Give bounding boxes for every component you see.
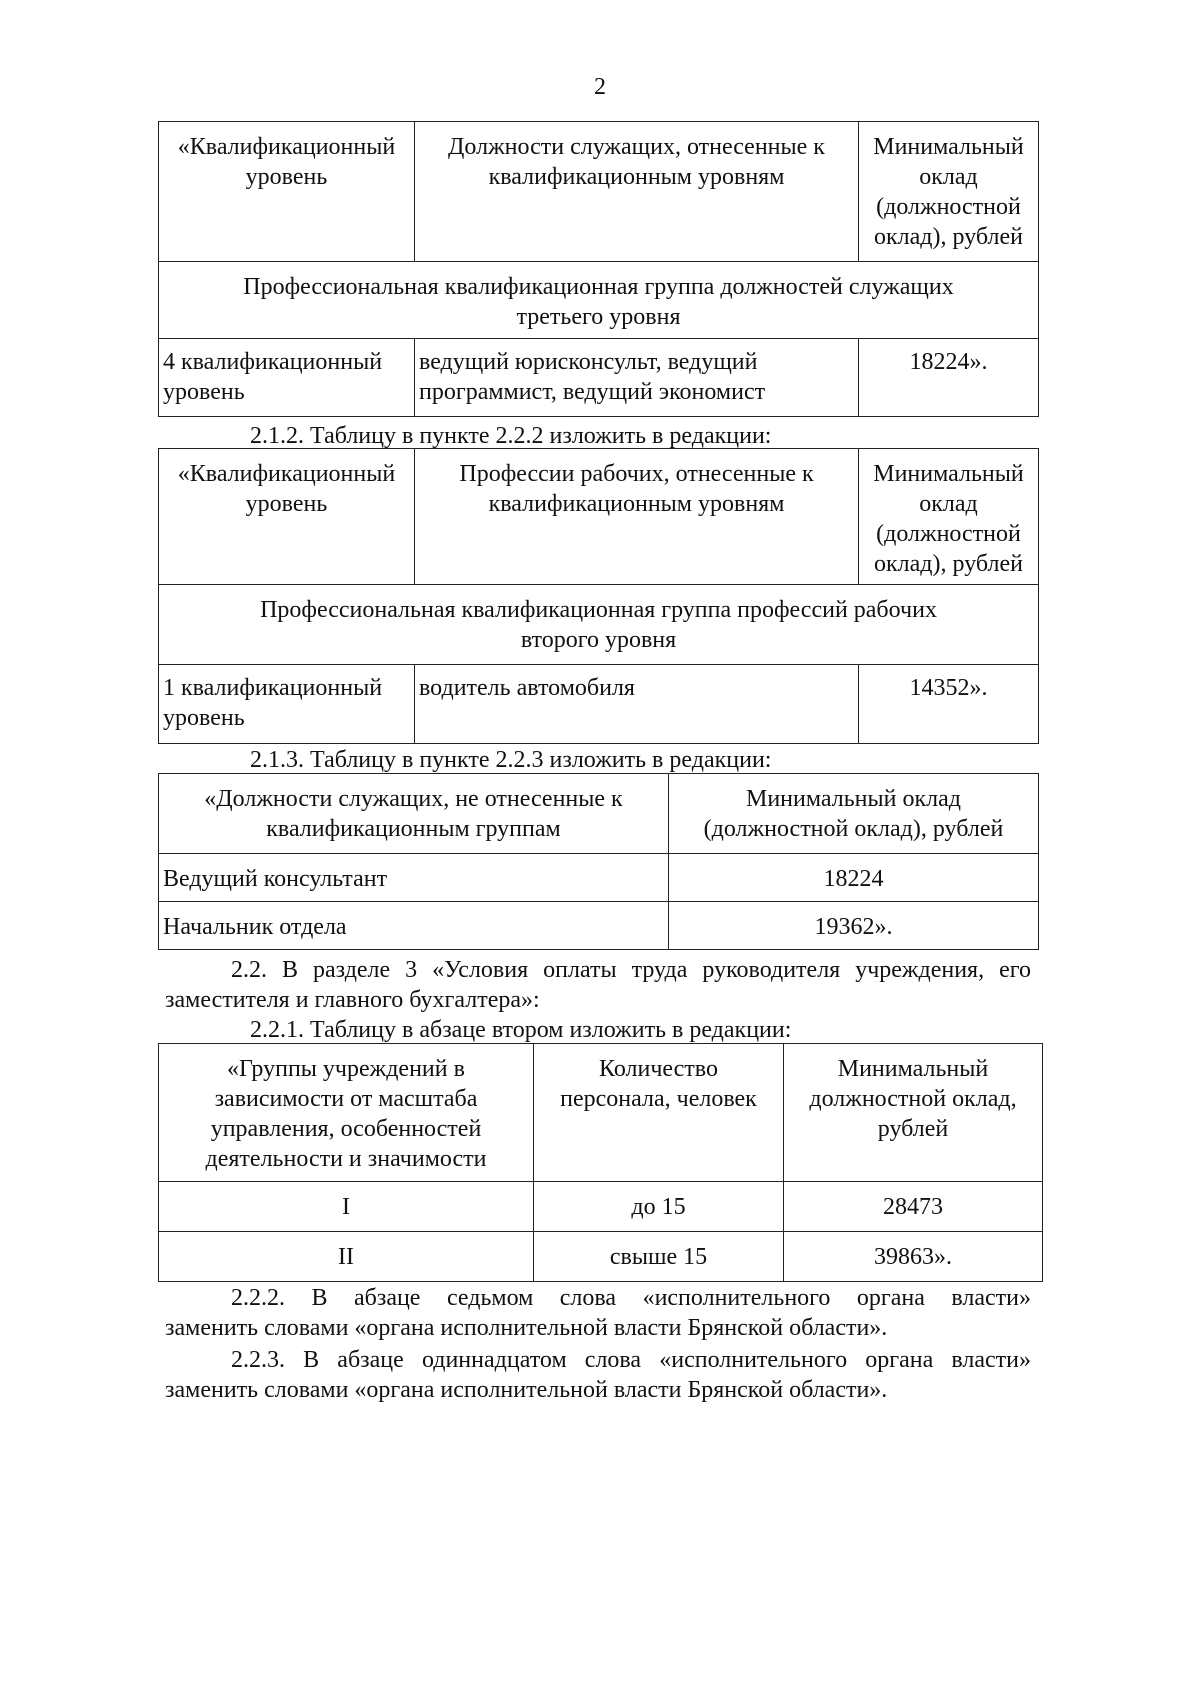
group-cell: II: [159, 1232, 534, 1282]
table-header-row: [159, 449, 1039, 585]
positions-cell: ведущий юрисконсульт, ведущий программист, ведущий экономист: [415, 339, 859, 417]
salary-cell: 14352».: [859, 665, 1039, 744]
para-2-2-3-line2: заменить словами «органа исполнительной власти Брянской области».: [165, 1377, 888, 1403]
table-qualification-employees: [158, 121, 1039, 417]
staff-cell: до 15: [534, 1182, 784, 1232]
intro-2-1-2: 2.1.2. Таблицу в пункте 2.2.2 изложить в редакции:: [250, 423, 772, 449]
header-positions: «Должности служащих, не отнесенные к квалификационным группам: [159, 774, 669, 854]
intro-2-2-1: 2.2.1. Таблицу в абзаце втором изложить в редакции:: [250, 1017, 792, 1043]
header-min-salary: Минимальный оклад (должностной оклад), рублей: [859, 449, 1039, 585]
header-professions: Профессии рабочих, отнесенные к квалификационным уровням: [415, 449, 859, 585]
staff-cell: свыше 15: [534, 1232, 784, 1282]
positions-cell: водитель автомобиля: [415, 665, 859, 744]
table-group-row: [159, 585, 1039, 665]
header-min-salary: Минимальный оклад (должностной оклад), рублей: [859, 122, 1039, 262]
header-min-salary: Минимальный оклад (должностной оклад), рублей: [669, 774, 1039, 854]
table-header-row: [159, 122, 1039, 262]
header-staff-count: Количество персонала, человек: [534, 1044, 784, 1182]
table-row: [159, 665, 1039, 744]
para-2-2-line2: заместителя и главного бухгалтера»:: [165, 987, 540, 1013]
group-title: Профессиональная квалификационная группа профессий рабочих второго уровня: [159, 585, 1039, 665]
salary-cell: 28473: [784, 1182, 1043, 1232]
para-2-2-2-line1: 2.2.2. В абзаце седьмом слова «исполнительного органа власти»: [231, 1285, 1031, 1311]
salary-cell: 18224: [669, 854, 1039, 902]
table-institution-groups: [158, 1043, 1043, 1282]
table-row: [159, 339, 1039, 417]
page-number: 2: [594, 74, 606, 100]
table-row: [159, 1232, 1043, 1282]
salary-cell: 18224».: [859, 339, 1039, 417]
para-2-2-line1: 2.2. В разделе 3 «Условия оплаты труда руководителя учреждения, его: [231, 957, 1031, 983]
header-min-salary: Минимальный должностной оклад, рублей: [784, 1044, 1043, 1182]
para-2-2-2-line2: заменить словами «органа исполнительной власти Брянской области».: [165, 1315, 888, 1341]
salary-cell: 39863».: [784, 1232, 1043, 1282]
table-row: [159, 1182, 1043, 1232]
intro-2-1-3: 2.1.3. Таблицу в пункте 2.2.3 изложить в редакции:: [250, 747, 772, 773]
table-header-row: [159, 1044, 1043, 1182]
table-row: [159, 902, 1039, 950]
table-row: [159, 854, 1039, 902]
para-2-2-3-line1: 2.2.3. В абзаце одиннадцатом слова «исполнительного органа власти»: [231, 1347, 1031, 1373]
position-cell: Начальник отдела: [159, 902, 669, 950]
group-cell: I: [159, 1182, 534, 1232]
table-group-row: [159, 262, 1039, 339]
qualification-level-cell: 1 квалификационный уровень: [159, 665, 415, 744]
qualification-level-cell: 4 квалификационный уровень: [159, 339, 415, 417]
position-cell: Ведущий консультант: [159, 854, 669, 902]
salary-cell: 19362».: [669, 902, 1039, 950]
header-positions: Должности служащих, отнесенные к квалификационным уровням: [415, 122, 859, 262]
header-qualification-level: «Квалификационный уровень: [159, 449, 415, 585]
header-institution-groups: «Группы учреждений в зависимости от масштаба управления, особенностей деятельности и значимости: [159, 1044, 534, 1182]
table-header-row: [159, 774, 1039, 854]
group-title: Профессиональная квалификационная группа должностей служащих третьего уровня: [159, 262, 1039, 339]
header-qualification-level: «Квалификационный уровень: [159, 122, 415, 262]
table-non-classified-positions: [158, 773, 1039, 950]
table-qualification-workers: [158, 448, 1039, 744]
